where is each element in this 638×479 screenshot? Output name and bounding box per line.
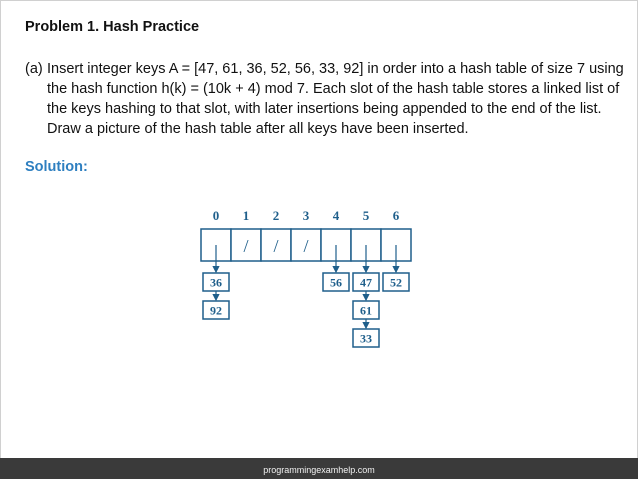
chain-node-key: 92 [210, 303, 222, 318]
slot-index-label: 2 [272, 208, 280, 223]
footer-text: programmingexamhelp.com [263, 465, 375, 475]
slot-index-label: 3 [302, 208, 310, 223]
chain-node-key: 47 [360, 275, 372, 290]
hash-table-diagram [181, 201, 421, 366]
slot-index-label: 1 [242, 208, 250, 223]
slot-index-label: 5 [362, 208, 370, 223]
slot-index-label: 6 [392, 208, 400, 223]
chain-node-key: 52 [390, 275, 402, 290]
chain-node-key: 56 [330, 275, 342, 290]
chain-node-key: 61 [360, 303, 372, 318]
problem-part-label: (a) [25, 61, 43, 77]
slide-title: Problem 1. Hash Practice [25, 19, 200, 35]
empty-slot-mark: / [303, 236, 309, 256]
empty-slot-mark: / [273, 236, 279, 256]
slot-index-label: 0 [212, 208, 220, 223]
chain-node-key: 36 [210, 275, 222, 290]
problem-text: Insert integer keys A = [47, 61, 36, 52, 56, 33, 92] in order into a hash table of size 7 using the hash function h(k) = (10k + 4) mod 7. Each slot of the hash table stores a linked list of the keys hashing to that slot, with later insertions being appended to the end of the list. Draw a picture of the hash table after all keys have been inserted. [47, 61, 624, 137]
solution-label: Solution: [25, 159, 88, 175]
slot-index-label: 4 [332, 208, 340, 223]
chain-node-key: 33 [360, 331, 372, 346]
empty-slot-mark: / [243, 236, 249, 256]
